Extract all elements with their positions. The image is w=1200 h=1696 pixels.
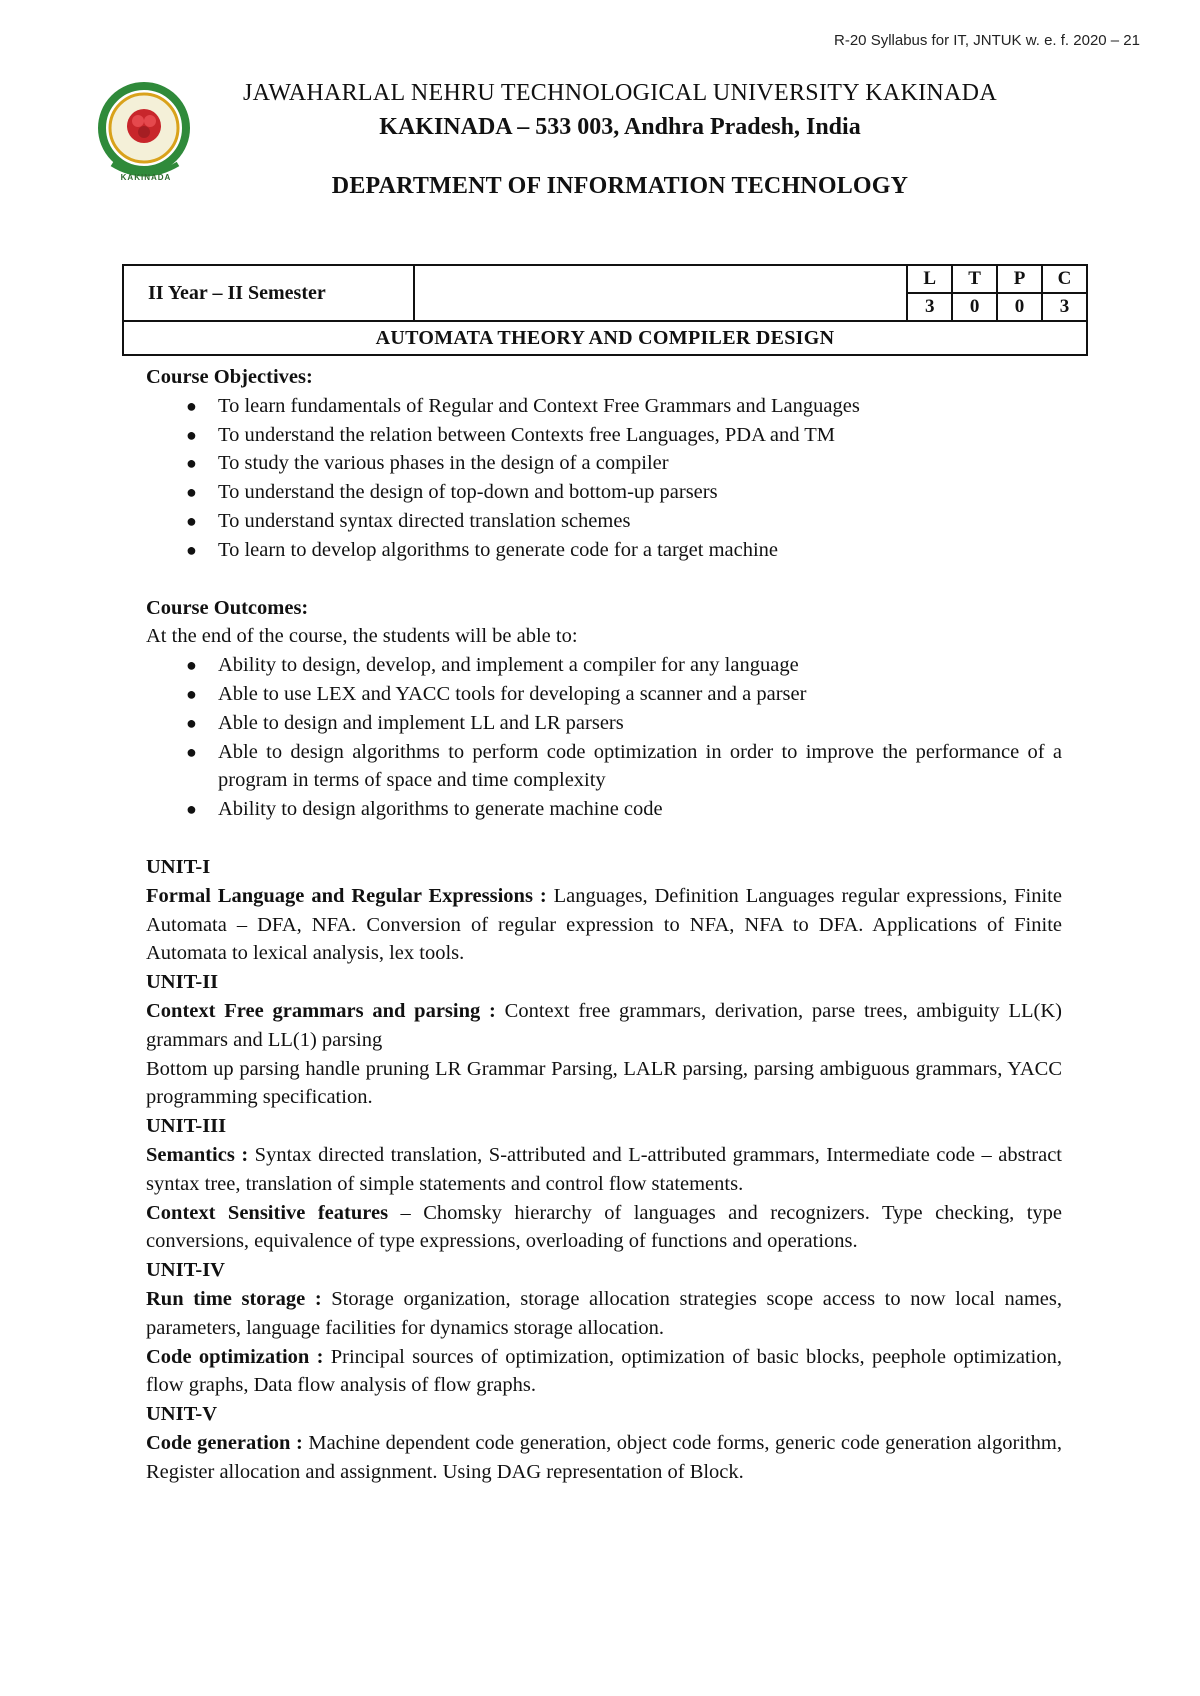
header-c: C (1042, 265, 1087, 293)
unit-5-paragraph: Code generation : Machine dependent code generation, object code forms, generic code generation algorithm, Register allocation and assignment. Using DAG representation of Block. (146, 1431, 1062, 1483)
unit-3-paragraph: Semantics : Syntax directed translation, S-attributed and L-attributed grammars, Intermediate code – abstract syntax tree, translation of simple statements and control flow statements. (146, 1143, 1063, 1195)
outcomes-title: Course Outcomes: (146, 596, 309, 619)
bullet-icon: ● (186, 683, 197, 704)
list-item: ● To learn to develop algorithms to generate code for a target machine (146, 536, 1062, 565)
unit-1-title: UNIT-I (146, 855, 211, 878)
bullet-icon: ● (186, 482, 197, 503)
list-item: ● To understand the relation between Contexts free Languages, PDA and TM (146, 421, 1062, 450)
syllabus-content (146, 363, 1062, 1486)
unit-2-title: UNIT-II (146, 971, 219, 994)
unit-4-title: UNIT-IV (146, 1259, 225, 1282)
bullet-icon: ● (186, 655, 197, 676)
list-item: ● To understand syntax directed translation schemes (146, 507, 1062, 536)
course-title: AUTOMATA THEORY AND COMPILER DESIGN (123, 321, 1087, 355)
outcomes-intro: At the end of the course, the students will be able to: (146, 625, 578, 648)
blank-cell (414, 265, 907, 321)
bullet-icon: ● (186, 799, 197, 820)
bullet-icon: ● (186, 712, 197, 733)
list-item: ● Able to design and implement LL and LR parsers (146, 709, 1062, 738)
bullet-icon: ● (186, 424, 197, 445)
objectives-title: Course Objectives: (146, 366, 313, 388)
university-name: JAWAHARLAL NEHRU TECHNOLOGICAL UNIVERSITY KAKINADA (243, 80, 997, 106)
page-header: R-20 Syllabus for IT, JNTUK w. e. f. 2020 – 21 (834, 32, 1140, 49)
semester-label: II Year – II Semester (123, 265, 414, 321)
unit-3-paragraph-2: Context Sensitive features – Chomsky hierarchy of languages and recognizers. Type checking, type conversions, equivalence of type expressions, overloading of functions and operations. (146, 1201, 1062, 1253)
bullet-icon: ● (186, 539, 197, 560)
bullet-icon: ● (186, 395, 197, 416)
unit-1-paragraph: Formal Language and Regular Expressions : Languages, Definition Languages regular expressions, Finite Automata – DFA, NFA. Conversion of regular expression to NFA, NFA to DFA. Applications of Finite Automata to lexical analysis, lex tools. (146, 884, 1062, 965)
value-t: 0 (952, 293, 997, 321)
unit-2-paragraph: Context Free grammars and parsing : Context free grammars, derivation, parse trees, ambiguity LL(K) grammars and LL(1) parsing (146, 999, 1062, 1051)
header-p: P (997, 265, 1042, 293)
list-item: ● To study the various phases in the design of a compiler (146, 449, 1062, 478)
list-item: ● Ability to design algorithms to generate machine code (146, 795, 1062, 824)
header-t: T (952, 265, 997, 293)
unit-4-paragraph-2: Code optimization : Principal sources of optimization, optimization of basic blocks, peephole optimization, flow graphs, Data flow analysis of flow graphs. (146, 1345, 1062, 1397)
bullet-icon: ● (186, 453, 197, 474)
unit-4-paragraph: Run time storage : Storage organization, storage allocation strategies scope access to now local names, parameters, language facilities for dynamics storage allocation. (146, 1287, 1063, 1339)
value-l: 3 (907, 293, 952, 321)
list-item: ● To learn fundamentals of Regular and Context Free Grammars and Languages (146, 392, 1062, 421)
university-address: KAKINADA – 533 003, Andhra Pradesh, India (379, 114, 861, 140)
value-c: 3 (1042, 293, 1087, 321)
header-l: L (907, 265, 952, 293)
outcomes-list (146, 651, 1062, 824)
bullet-icon: ● (186, 510, 197, 531)
list-item: ● Able to design algorithms to perform code optimization in order to improve the performance of a program in terms of space and time complexity (146, 738, 1062, 796)
value-p: 0 (997, 293, 1042, 321)
bullet-icon: ● (186, 741, 197, 762)
course-info-table (122, 264, 1088, 356)
svg-text:KAKINADA: KAKINADA (120, 173, 172, 182)
list-item: ● To understand the design of top-down and bottom-up parsers (146, 478, 1062, 507)
objectives-list (146, 392, 1062, 565)
department-title: DEPARTMENT OF INFORMATION TECHNOLOGY (331, 173, 909, 199)
unit-3-title: UNIT-III (146, 1115, 227, 1138)
unit-5-title: UNIT-V (146, 1403, 218, 1426)
list-item: ● Able to use LEX and YACC tools for developing a scanner and a parser (146, 680, 1062, 709)
list-item: ● Ability to design, develop, and implement a compiler for any language (146, 651, 1062, 680)
unit-2-paragraph-2: Bottom up parsing handle pruning LR Grammar Parsing, LALR parsing, parsing ambiguous grammars, YACC programming specification. (146, 1057, 1062, 1109)
